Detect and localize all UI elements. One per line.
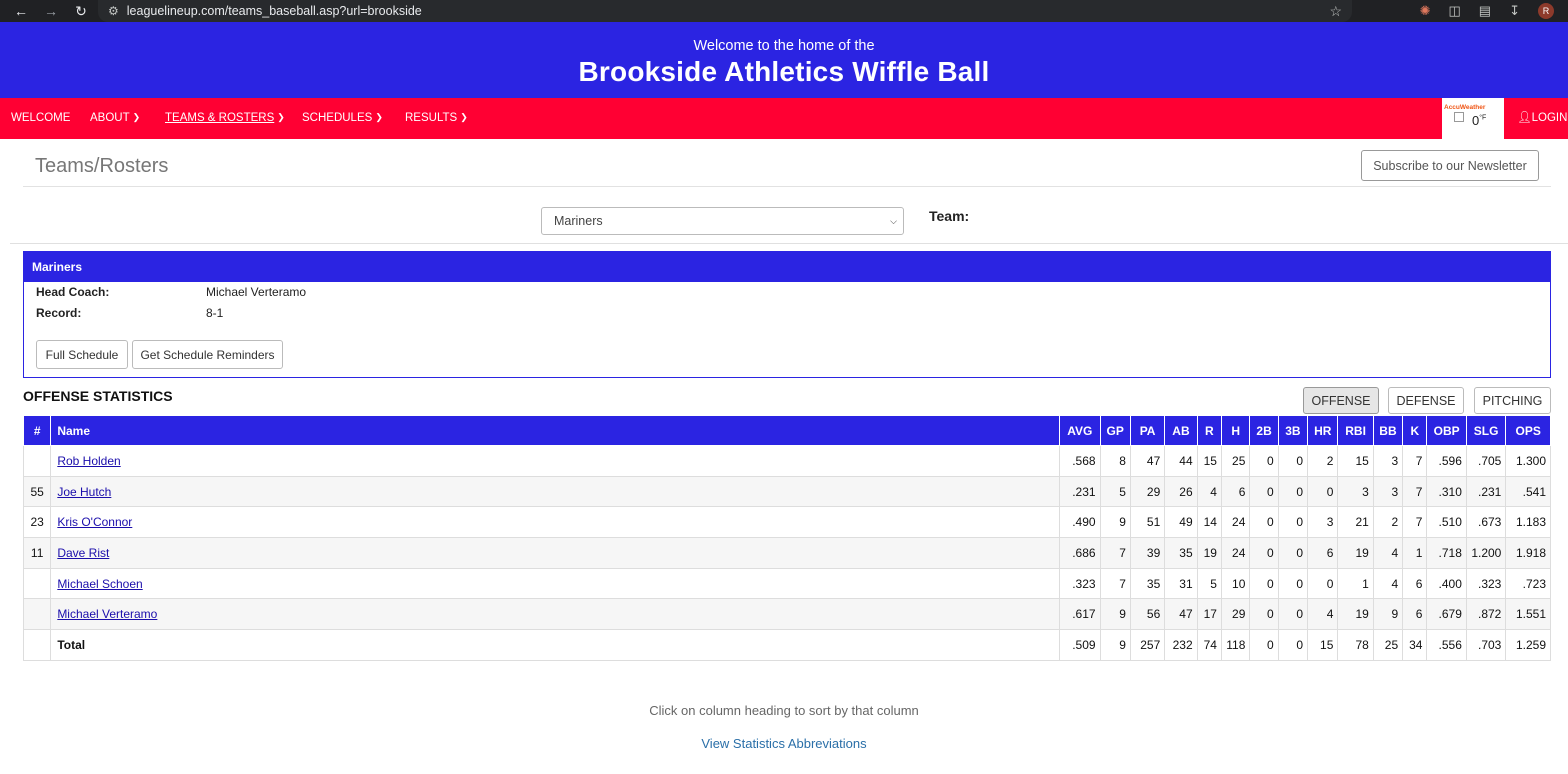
stat-cell: 19 <box>1338 538 1373 569</box>
stat-cell: 1.551 <box>1506 599 1551 630</box>
player-name-link[interactable]: Michael Verteramo <box>57 607 158 622</box>
weather-image-icon <box>1454 112 1464 122</box>
weather-brand: AccuWeather <box>1444 104 1486 111</box>
team-select[interactable] <box>541 207 904 235</box>
stat-cell: 7 <box>1403 507 1427 538</box>
chevron-down-icon: ❯ <box>277 112 285 122</box>
team-select-value: Mariners <box>554 214 603 228</box>
column-header[interactable]: # <box>24 416 51 446</box>
column-header[interactable]: SLG <box>1466 416 1505 446</box>
site-title: Brookside Athletics Wiffle Ball <box>578 56 990 87</box>
url-text: leaguelineup.com/teams_baseball.asp?url=brookside <box>126 4 422 18</box>
bookmark-star-icon[interactable]: ☆ <box>1329 2 1342 19</box>
weather-widget[interactable] <box>1442 98 1504 139</box>
record-label: Record: <box>36 306 82 320</box>
stat-cell: 0 <box>1250 568 1278 599</box>
browser-toolbar <box>0 0 1568 22</box>
player-name-link[interactable]: Dave Rist <box>57 545 110 560</box>
tab-offense[interactable]: OFFENSE <box>1303 387 1379 414</box>
stat-cell: .723 <box>1506 568 1551 599</box>
stat-cell: .323 <box>1060 568 1100 599</box>
extension-burst-icon[interactable]: ✺ <box>1419 3 1431 18</box>
stat-cell: 78 <box>1338 630 1373 661</box>
forward-icon[interactable]: → <box>44 3 58 19</box>
stat-cell: 6 <box>1308 538 1338 569</box>
stat-cell: 9 <box>1100 630 1130 661</box>
player-name-link[interactable]: Joe Hutch <box>57 484 112 499</box>
player-number <box>24 568 51 599</box>
table-row <box>24 599 1551 630</box>
stat-cell: 1.259 <box>1506 630 1551 661</box>
stat-cell: 7 <box>1403 476 1427 507</box>
address-bar[interactable] <box>98 0 1352 22</box>
stat-cell: 56 <box>1130 599 1164 630</box>
stat-cell: 25 <box>1373 630 1402 661</box>
stat-cell: .872 <box>1466 599 1505 630</box>
stat-cell: 0 <box>1308 476 1338 507</box>
stat-cell: 10 <box>1221 568 1249 599</box>
stat-cell: 15 <box>1338 446 1373 477</box>
stat-cell: 0 <box>1250 507 1278 538</box>
stat-cell: 29 <box>1130 476 1164 507</box>
player-name-cell <box>51 476 1060 507</box>
stat-cell: 3 <box>1338 476 1373 507</box>
login-label: LOGIN <box>1531 112 1568 124</box>
table-header-row <box>24 416 1551 446</box>
stat-cell: 25 <box>1221 446 1249 477</box>
stat-cell: .490 <box>1060 507 1100 538</box>
reading-mode-icon[interactable]: ▤ <box>1478 3 1492 18</box>
player-number <box>24 630 51 661</box>
player-name-cell <box>51 446 1060 477</box>
stat-cell: 118 <box>1221 630 1249 661</box>
stat-cell: .231 <box>1060 476 1100 507</box>
player-number: 11 <box>24 538 51 569</box>
stat-cell: .596 <box>1427 446 1466 477</box>
stat-cell: 26 <box>1165 476 1197 507</box>
tab-defense[interactable]: DEFENSE <box>1388 387 1464 414</box>
stat-cell: 1 <box>1338 568 1373 599</box>
chevron-down-icon: ❯ <box>375 112 383 122</box>
login-link[interactable] <box>1517 98 1567 139</box>
stat-cell: 3 <box>1373 446 1402 477</box>
view-abbreviations-link[interactable]: View Statistics Abbreviations <box>701 736 867 751</box>
nav-results[interactable] <box>405 98 468 139</box>
stat-cell: 19 <box>1197 538 1221 569</box>
stat-cell: 2 <box>1373 507 1402 538</box>
column-header[interactable]: Name <box>51 416 1060 446</box>
nav-about[interactable] <box>90 98 140 139</box>
stat-cell: 0 <box>1250 630 1278 661</box>
stat-cell: 4 <box>1373 568 1402 599</box>
stat-cell: 9 <box>1100 599 1130 630</box>
stat-cell: 1 <box>1403 538 1427 569</box>
weather-temp-value: 0 <box>1472 113 1480 128</box>
stat-cell: .679 <box>1427 599 1466 630</box>
stat-cell: .231 <box>1466 476 1505 507</box>
download-icon[interactable]: ↧ <box>1509 3 1520 18</box>
stat-cell: 15 <box>1308 630 1338 661</box>
team-name-header: Mariners <box>24 252 1550 282</box>
stat-cell: .556 <box>1427 630 1466 661</box>
stat-cell: .718 <box>1427 538 1466 569</box>
stat-cell: 35 <box>1165 538 1197 569</box>
stat-cell: 1.918 <box>1506 538 1551 569</box>
subscribe-newsletter-button[interactable]: Subscribe to our Newsletter <box>1361 150 1539 181</box>
table-row <box>24 446 1551 477</box>
stat-cell: 24 <box>1221 507 1249 538</box>
nav-results-label: RESULTS <box>405 112 458 124</box>
record-value: 8-1 <box>206 306 224 320</box>
tab-pitching[interactable]: PITCHING <box>1474 387 1551 414</box>
column-header[interactable]: RBI <box>1338 416 1373 446</box>
stat-cell: 4 <box>1373 538 1402 569</box>
offense-stats-table <box>23 415 1551 661</box>
nav-welcome[interactable] <box>11 98 70 139</box>
stat-cell: 15 <box>1197 446 1221 477</box>
column-header[interactable]: OPS <box>1506 416 1551 446</box>
divider <box>23 186 1551 187</box>
column-header[interactable]: R <box>1197 416 1221 446</box>
stat-cell: .617 <box>1060 599 1100 630</box>
stat-cell: 0 <box>1278 476 1307 507</box>
stat-cell: 3 <box>1308 507 1338 538</box>
team-info-panel <box>23 251 1551 378</box>
column-header[interactable]: 3B <box>1278 416 1307 446</box>
table-row <box>24 568 1551 599</box>
back-icon[interactable]: ← <box>14 3 28 19</box>
player-number <box>24 446 51 477</box>
nav-teams-rosters[interactable] <box>165 98 285 139</box>
chevron-down-icon: ⌵ <box>890 216 897 226</box>
stat-cell: 0 <box>1250 446 1278 477</box>
stat-cell: 4 <box>1197 476 1221 507</box>
column-header[interactable]: OBP <box>1427 416 1466 446</box>
player-number <box>24 599 51 630</box>
column-header[interactable]: AVG <box>1060 416 1100 446</box>
stat-cell: 257 <box>1130 630 1164 661</box>
stat-cell: 39 <box>1130 538 1164 569</box>
stat-cell: 0 <box>1250 538 1278 569</box>
stat-cell: 0 <box>1278 568 1307 599</box>
stat-cell: 0 <box>1278 630 1307 661</box>
stat-cell: 1.300 <box>1506 446 1551 477</box>
stat-cell: 14 <box>1197 507 1221 538</box>
nav-schedules-label: SCHEDULES <box>302 112 373 124</box>
profile-avatar[interactable]: R <box>1538 3 1554 19</box>
total-row <box>24 630 1551 661</box>
reload-icon[interactable]: ↻ <box>75 2 87 19</box>
stat-cell: .568 <box>1060 446 1100 477</box>
player-name-link[interactable]: Kris O'Connor <box>57 515 133 530</box>
nav-about-label: ABOUT <box>90 112 130 124</box>
stat-cell: 21 <box>1338 507 1373 538</box>
stat-cell: 2 <box>1308 446 1338 477</box>
stat-cell: .310 <box>1427 476 1466 507</box>
stat-cell: 5 <box>1100 476 1130 507</box>
nav-schedules[interactable] <box>302 98 383 139</box>
stat-cell: 0 <box>1278 446 1307 477</box>
stat-cell: 6 <box>1403 568 1427 599</box>
player-name-cell <box>51 507 1060 538</box>
player-number: 55 <box>24 476 51 507</box>
stat-cell: 31 <box>1165 568 1197 599</box>
player-name-link[interactable]: Michael Schoen <box>57 576 143 591</box>
player-name-link[interactable]: Rob Holden <box>57 453 121 468</box>
stat-cell: 1.183 <box>1506 507 1551 538</box>
banner-welcome: Welcome to the home of the <box>693 38 875 54</box>
extensions-puzzle-icon[interactable]: ◫ <box>1448 3 1461 18</box>
stat-cell: 0 <box>1250 599 1278 630</box>
head-coach-value: Michael Verteramo <box>206 285 307 299</box>
head-coach-label: Head Coach: <box>36 285 110 299</box>
stat-cell: .686 <box>1060 538 1100 569</box>
main-nav <box>0 98 1568 139</box>
sort-hint: Click on column heading to sort by that column <box>649 703 919 718</box>
stat-cell: 24 <box>1221 538 1249 569</box>
chevron-down-icon: ❯ <box>132 112 141 122</box>
stat-cell: 74 <box>1197 630 1221 661</box>
player-name-cell <box>51 599 1060 630</box>
stat-cell: 29 <box>1221 599 1249 630</box>
divider <box>10 243 1568 244</box>
column-header[interactable]: BB <box>1373 416 1402 446</box>
stat-cell: 51 <box>1130 507 1164 538</box>
stat-cell: 7 <box>1403 446 1427 477</box>
nav-welcome-label: WELCOME <box>11 112 71 124</box>
stat-cell: 35 <box>1130 568 1164 599</box>
full-schedule-button[interactable]: Full Schedule <box>36 340 128 369</box>
stat-cell: 1.200 <box>1466 538 1505 569</box>
stat-cell: 7 <box>1100 538 1130 569</box>
player-name-cell: Total <box>51 630 1060 661</box>
stat-cell: .673 <box>1466 507 1505 538</box>
site-settings-icon[interactable]: ⚙ <box>108 4 119 18</box>
table-row <box>24 538 1551 569</box>
stat-cell: .541 <box>1506 476 1551 507</box>
stat-cell: 49 <box>1165 507 1197 538</box>
table-row <box>24 476 1551 507</box>
stat-cell: .703 <box>1466 630 1505 661</box>
column-header[interactable]: HR <box>1308 416 1338 446</box>
stat-cell: 19 <box>1338 599 1373 630</box>
stat-cell: 8 <box>1100 446 1130 477</box>
stat-cell: 232 <box>1165 630 1197 661</box>
chevron-down-icon: ❯ <box>460 112 468 122</box>
stat-cell: 3 <box>1373 476 1402 507</box>
stat-cell: .509 <box>1060 630 1100 661</box>
stat-cell: 0 <box>1278 507 1307 538</box>
stat-cell: 6 <box>1403 599 1427 630</box>
stat-cell: .323 <box>1466 568 1505 599</box>
player-name-cell <box>51 568 1060 599</box>
weather-temp <box>1472 113 1486 128</box>
stat-cell: 0 <box>1308 568 1338 599</box>
stat-cell: .510 <box>1427 507 1466 538</box>
stats-section-title: OFFENSE STATISTICS <box>23 388 173 404</box>
stat-cell: 4 <box>1308 599 1338 630</box>
table-row <box>24 507 1551 538</box>
stat-cell: 7 <box>1100 568 1130 599</box>
column-header[interactable]: H <box>1221 416 1249 446</box>
stat-cell: 9 <box>1100 507 1130 538</box>
stat-cell: 47 <box>1165 599 1197 630</box>
column-header[interactable]: GP <box>1100 416 1130 446</box>
stat-cell: 0 <box>1278 538 1307 569</box>
player-name-cell <box>51 538 1060 569</box>
weather-temp-unit: °F <box>1479 114 1487 122</box>
stat-cell: 0 <box>1278 599 1307 630</box>
stat-cell: .400 <box>1427 568 1466 599</box>
stat-cell: 5 <box>1197 568 1221 599</box>
stat-cell: 6 <box>1221 476 1249 507</box>
page-title: Teams/Rosters <box>35 155 169 177</box>
column-header[interactable]: K <box>1403 416 1427 446</box>
team-label: Team: <box>929 208 970 224</box>
schedule-reminders-button[interactable]: Get Schedule Reminders <box>132 340 283 369</box>
column-header[interactable]: 2B <box>1250 416 1278 446</box>
column-header[interactable]: PA <box>1130 416 1164 446</box>
nav-teams-label: TEAMS & ROSTERS <box>165 112 275 124</box>
stat-cell: 0 <box>1250 476 1278 507</box>
user-icon: 👤︎ <box>1517 112 1532 124</box>
stat-cell: .705 <box>1466 446 1505 477</box>
column-header[interactable]: AB <box>1165 416 1197 446</box>
site-banner <box>0 22 1568 98</box>
player-number: 23 <box>24 507 51 538</box>
stat-cell: 17 <box>1197 599 1221 630</box>
stat-cell: 47 <box>1130 446 1164 477</box>
stat-cell: 44 <box>1165 446 1197 477</box>
stat-cell: 9 <box>1373 599 1402 630</box>
stat-cell: 34 <box>1403 630 1427 661</box>
